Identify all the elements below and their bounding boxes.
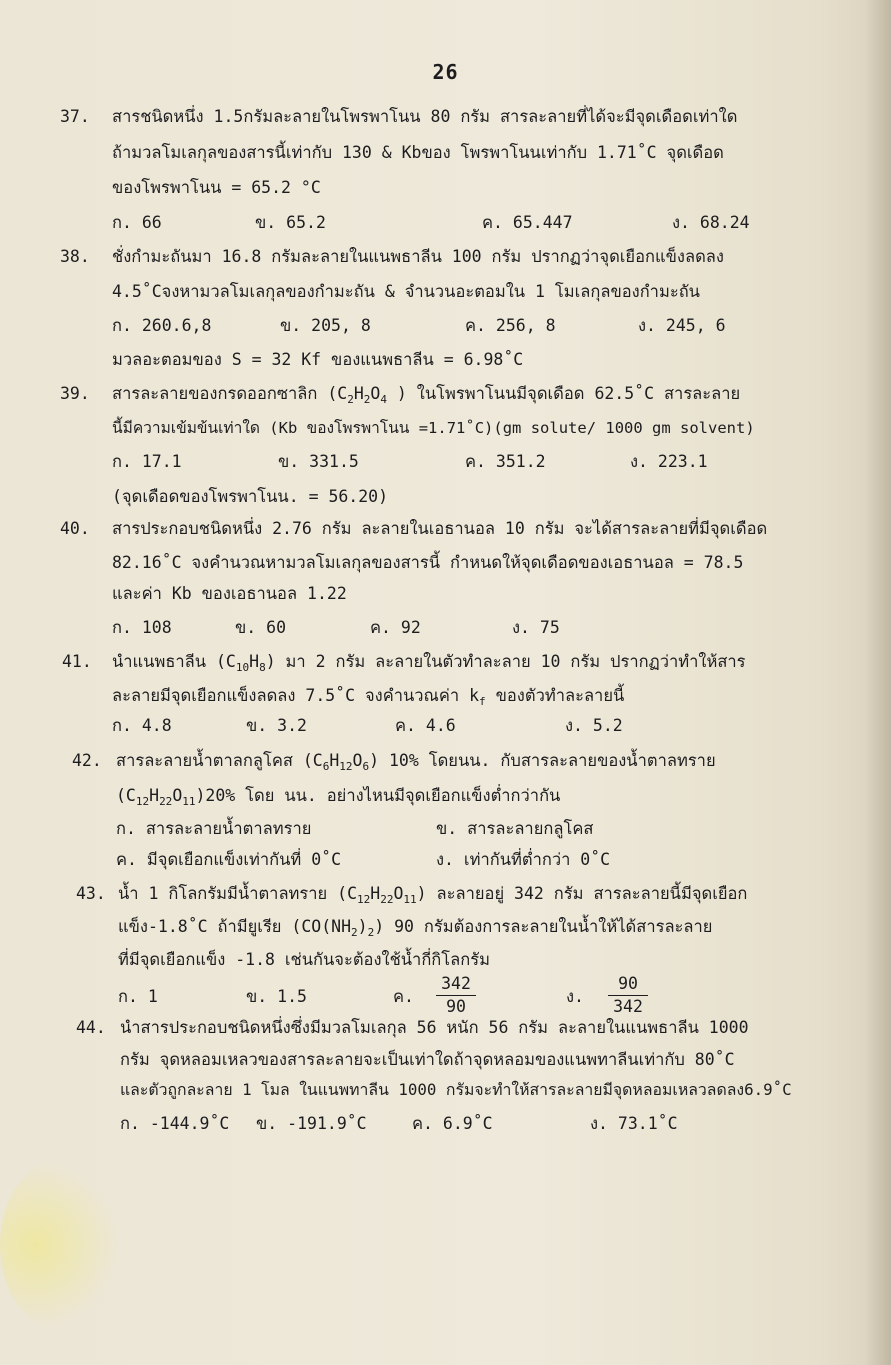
page-edge-shadow: [865, 0, 891, 1365]
text-segment: H: [249, 652, 260, 671]
subscript: 2: [367, 926, 375, 939]
question-text: และค่า Kb ของเอธานอล 1.22: [112, 584, 347, 603]
option-a: ก. สารละลายน้ำตาลทราย: [116, 819, 312, 838]
question-text: [112, 650, 746, 674]
question-number: 41.: [62, 652, 92, 671]
question-text: [116, 749, 716, 773]
question-text: กรัม จุดหลอมเหลวของสารละลายจะเป็นเท่าใดถ้าจุดหลอมของแนพทาลีนเท่ากับ 80˚C: [120, 1050, 735, 1069]
option-a: ก. 66: [112, 213, 162, 232]
text-segment: H: [329, 751, 340, 770]
option-c: ค. มีจุดเยือกแข็งเท่ากันที่ 0˚C: [116, 850, 342, 869]
text-segment: ) ละลายอยู่ 342 กรัม สารละลายนี้มีจุดเยือก: [416, 884, 748, 903]
option-a: ก. -144.9˚C: [120, 1114, 230, 1133]
question-text: [118, 882, 747, 906]
text-segment: ): [357, 917, 368, 936]
option-c: ค. 92: [370, 618, 421, 637]
option-b: ข. 331.5: [278, 452, 359, 471]
question-text: สารประกอบชนิดหนึ่ง 2.76 กรัม ละลายในเอธานอล 10 กรัม จะได้สารละลายที่มีจุดเดือด: [112, 519, 768, 538]
text-segment: H: [149, 786, 160, 805]
question-number: 38.: [60, 247, 90, 266]
question-number: 39.: [60, 384, 90, 403]
question-text: นำสารประกอบชนิดหนึ่งซึ่งมีมวลโมเลกุล 56 หนัก 56 กรัม ละลายในแนพธาลีน 1000: [120, 1018, 749, 1037]
text-segment: ) มา 2 กรัม ละลายในตัวทำละลาย 10 กรัม ปรากฏว่าทำให้สาร: [265, 652, 746, 671]
subscript: 6: [322, 760, 330, 773]
subscript: 2: [351, 926, 358, 939]
option-c: ค. 65.447: [482, 213, 573, 232]
option-d: ง. เท่ากันที่ต่ำกว่า 0˚C: [436, 850, 611, 869]
question-text: ชั่งกำมะถันมา 16.8 กรัมละลายในแนพธาลีน 100 กรัม ปรากฏว่าจุดเยือกแข็งลดลง: [112, 247, 724, 266]
option-d-label: ง.: [566, 987, 584, 1006]
text-segment: นำแนพธาลีน (C: [112, 652, 236, 671]
subscript: 4: [380, 393, 387, 406]
subscript: 12: [135, 795, 150, 808]
subscript: 6: [362, 760, 370, 773]
fraction-numerator: 342: [436, 973, 476, 996]
question-note: มวลอะตอมของ S = 32 Kf ของแนพธาลีน = 6.98˚C: [112, 350, 524, 369]
subscript: 11: [182, 795, 196, 808]
subscript: 12: [339, 760, 353, 773]
fraction-numerator: 90: [608, 973, 648, 996]
text-segment: )20% โดย นน. อย่างไหนมีจุดเยือกแข็งต่ำกว่ากัน: [195, 786, 561, 805]
page-number: 26: [432, 60, 459, 84]
question-text: [112, 382, 740, 406]
question-text: นี้มีความเข้มข้นเท่าใด (Kb ของโพรพาโนน =1.71˚C)(gm solute/ 1000 gm solvent): [112, 419, 755, 437]
question-text: และตัวถูกละลาย 1 โมล ในแนพทาลีน 1000 กรัมจะทำให้สารละลายมีจุดหลอมเหลวลดลง6.9˚C: [120, 1080, 792, 1099]
subscript: 10: [235, 661, 250, 674]
option-c: ค. 256, 8: [465, 316, 556, 335]
option-d: ง. 223.1: [630, 452, 708, 471]
question-text: ของโพรพาโนน = 65.2 °C: [112, 178, 321, 197]
text-segment: H: [370, 884, 381, 903]
option-b: ข. 3.2: [246, 716, 307, 735]
text-segment: สารละลายน้ำตาลกลูโคส (C: [116, 751, 323, 770]
option-b: ข. 60: [235, 618, 287, 637]
question-text: ที่มีจุดเยือกแข็ง -1.8 เช่นกันจะต้องใช้น้ำกี่กิโลกรัม: [118, 950, 490, 969]
option-b: ข. 205, 8: [280, 316, 371, 335]
option-c-label: ค.: [393, 987, 414, 1006]
option-d: ง. 245, 6: [638, 316, 726, 335]
option-a: ก. 17.1: [112, 452, 182, 471]
option-a: ก. 1: [118, 987, 158, 1006]
option-a: ก. 4.8: [112, 716, 172, 735]
text-segment: ละลายมีจุดเยือกแข็งลดลง 7.5˚C จงคำนวณค่า k: [112, 686, 480, 705]
question-text: 82.16˚C จงคำนวณหามวลโมเลกุลของสารนี้ กำหนดให้จุดเดือดของเอธานอล = 78.5: [112, 553, 744, 572]
question-number: 37.: [60, 107, 90, 126]
question-text: ถ้ามวลโมเลกุลของสารนี้เท่ากับ 130 & Kbของ โพรพาโนนเท่ากับ 1.71˚C จุดเดือด: [112, 143, 724, 162]
option-c: ค. 351.2: [465, 452, 546, 471]
text-segment: O: [172, 786, 183, 805]
question-text: 4.5˚Cจงหามวลโมเลกุลของกำมะถัน & จำนวนอะตอมใน 1 โมเลกุลของกำมะถัน: [112, 282, 700, 301]
fraction-denominator: 90: [446, 997, 466, 1016]
text-segment: น้ำ 1 กิโลกรัมมีน้ำตาลทราย (C: [118, 884, 358, 903]
question-number: 42.: [72, 751, 102, 770]
subscript: 12: [357, 893, 371, 906]
option-a: ก. 108: [112, 618, 172, 637]
subscript: 22: [380, 893, 394, 906]
text-segment: สารละลายของกรดออกซาลิก (C: [112, 384, 348, 403]
text-segment: O: [370, 384, 381, 403]
option-d-fraction: [608, 973, 648, 1018]
option-d: ง. 68.24: [672, 213, 750, 232]
question-number: 43.: [76, 884, 106, 903]
text-segment: ) ในโพรพาโนนมีจุดเดือด 62.5˚C สารละลาย: [386, 384, 741, 403]
paper-stain: [0, 1160, 120, 1330]
question-number: 40.: [60, 519, 90, 538]
question-text: [116, 784, 560, 808]
question-number: 44.: [76, 1018, 106, 1037]
option-b: ข. 1.5: [246, 987, 307, 1006]
option-d: ง. 73.1˚C: [590, 1114, 678, 1133]
option-b: ข. 65.2: [255, 213, 326, 232]
subscript: 11: [403, 893, 417, 906]
text-segment: ) 90 กรัมต้องการละลายในน้ำให้ได้สารละลาย: [374, 917, 713, 936]
text-segment: (C: [116, 786, 136, 805]
option-b: ข. สารละลายกลูโคส: [436, 819, 594, 838]
text-segment: ) 10% โดยนน. กับสารละลายของน้ำตาลทราย: [369, 751, 716, 770]
fraction-denominator: 342: [613, 997, 643, 1016]
subscript: 2: [347, 393, 354, 406]
option-c-fraction: [436, 973, 476, 1018]
question-text: สารชนิดหนึ่ง 1.5กรัมละลายในโพรพาโนน 80 กรัม สารละลายที่ได้จะมีจุดเดือดเท่าใด: [112, 107, 738, 126]
text-segment: O: [352, 751, 363, 770]
question-note: (จุดเดือดของโพรพาโนน. = 56.20): [112, 487, 389, 506]
text-segment: แข็ง-1.8˚C ถ้ามียูเรีย (CO(NH: [118, 917, 352, 936]
subscript: 2: [363, 393, 371, 406]
text-segment: H: [353, 384, 364, 403]
option-c: ค. 6.9˚C: [412, 1114, 493, 1133]
option-c: ค. 4.6: [395, 716, 456, 735]
text-segment: ของตัวทำละลายนี้: [485, 686, 625, 705]
subscript: f: [479, 695, 486, 708]
option-b: ข. -191.9˚C: [256, 1114, 367, 1133]
subscript: 8: [259, 661, 266, 674]
option-d: ง. 5.2: [565, 716, 623, 735]
text-segment: O: [393, 884, 404, 903]
option-a: ก. 260.6,8: [112, 316, 212, 335]
question-text: [118, 915, 712, 939]
subscript: 22: [159, 795, 173, 808]
option-d: ง. 75: [512, 618, 560, 637]
question-text: [112, 684, 624, 708]
